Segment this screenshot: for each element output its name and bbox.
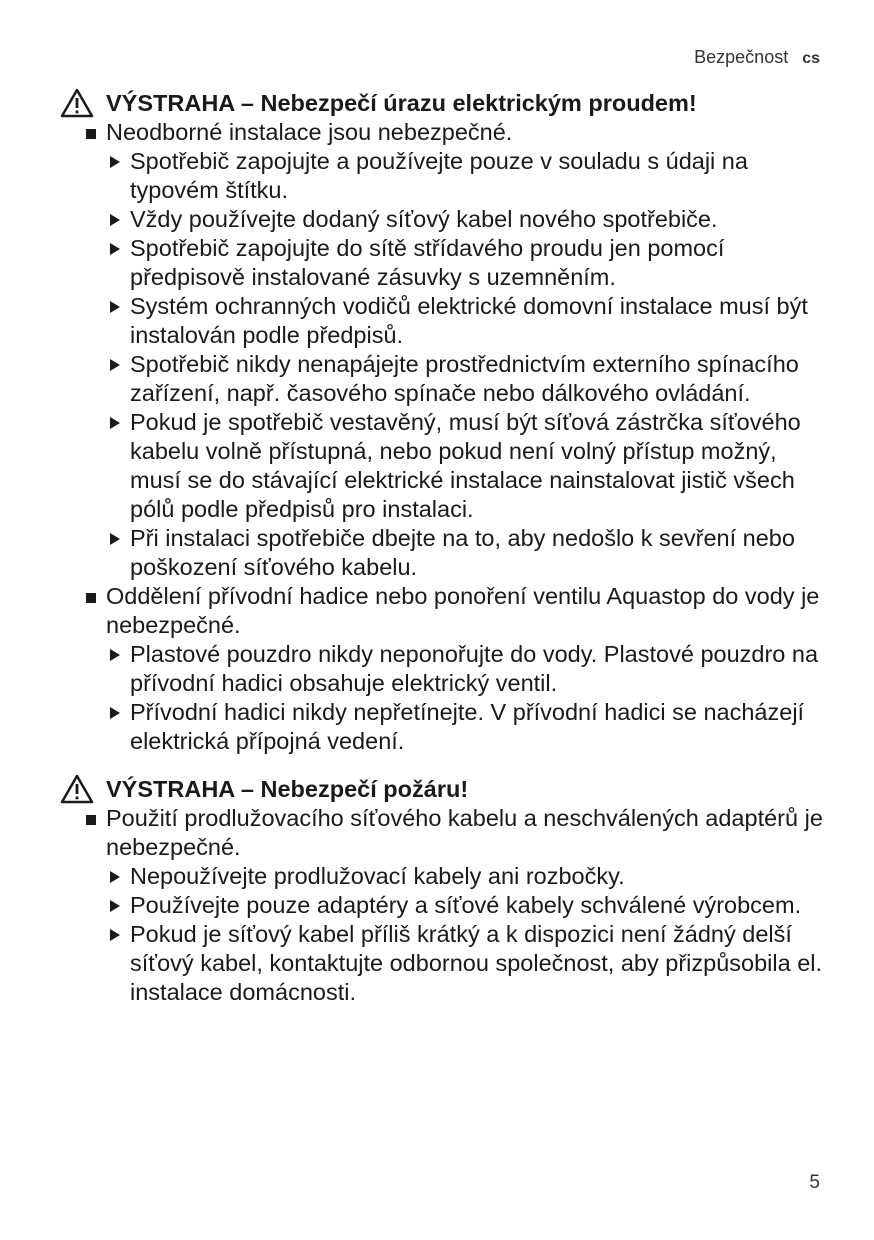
- sub-list-item: Plastové pouzdro nikdy neponořujte do vody. Plastové pouzdro na přívodní hadici obsahuje elektrický ventil.: [60, 640, 830, 698]
- sub-list-item: Spotřebič nikdy nenapájejte prostřednictvím externího spínacího zařízení, např. časového spínače nebo dálkového ovládání.: [60, 350, 830, 408]
- list-item: Oddělení přívodní hadice nebo ponoření ventilu Aquastop do vody je nebezpečné.: [60, 582, 830, 640]
- warning-triangle-icon: [60, 88, 94, 118]
- list-item: Neodborné instalace jsou nebezpečné.: [60, 118, 830, 147]
- warning-electric-shock: [60, 88, 830, 756]
- sub-list-item: Pokud je síťový kabel příliš krátký a k dispozici není žádný delší síťový kabel, kontaktujte odbornou společnost, aby přizpůsobila el. instalace domácnosti.: [60, 920, 830, 1007]
- language-code: cs: [802, 50, 820, 67]
- warning-title: VÝSTRAHA – Nebezpečí požáru!: [60, 774, 830, 804]
- page-number: 5: [809, 1172, 820, 1193]
- sub-list-item: Nepoužívejte prodlužovací kabely ani rozbočky.: [60, 862, 830, 891]
- section-name: Bezpečnost: [694, 47, 789, 67]
- sub-list-item: Spotřebič zapojujte a používejte pouze v souladu s údaji na typovém štítku.: [60, 147, 830, 205]
- sub-list-item: Pokud je spotřebič vestavěný, musí být síťová zástrčka síťového kabelu volně přístupná, nebo pokud není volný přístup možný, musí se do stávající elektrické instalace nainstalovat jistič všech pólů podle předpisů pro instalaci.: [60, 408, 830, 524]
- warning-title: VÝSTRAHA – Nebezpečí úrazu elektrickým proudem!: [60, 88, 830, 118]
- list-item: Použití prodlužovacího síťového kabelu a neschválených adaptérů je nebezpečné.: [60, 804, 830, 862]
- warning-triangle-icon: [60, 774, 94, 804]
- sub-list-item: Vždy používejte dodaný síťový kabel nového spotřebiče.: [60, 205, 830, 234]
- sub-list-item: Přívodní hadici nikdy nepřetínejte. V přívodní hadici se nacházejí elektrická přípojná vedení.: [60, 698, 830, 756]
- sub-list-item: Při instalaci spotřebiče dbejte na to, aby nedošlo k sevření nebo poškození síťového kabelu.: [60, 524, 830, 582]
- sub-list-item: Spotřebič zapojujte do sítě střídavého proudu jen pomocí předpisově instalované zásuvky s uzemněním.: [60, 234, 830, 292]
- page-content: [60, 88, 830, 1025]
- sub-list-item: Systém ochranných vodičů elektrické domovní instalace musí být instalován podle předpisů.: [60, 292, 830, 350]
- sub-list-item: Používejte pouze adaptéry a síťové kabely schválené výrobcem.: [60, 891, 830, 920]
- warning-fire: [60, 774, 830, 1007]
- page-header: [694, 47, 820, 68]
